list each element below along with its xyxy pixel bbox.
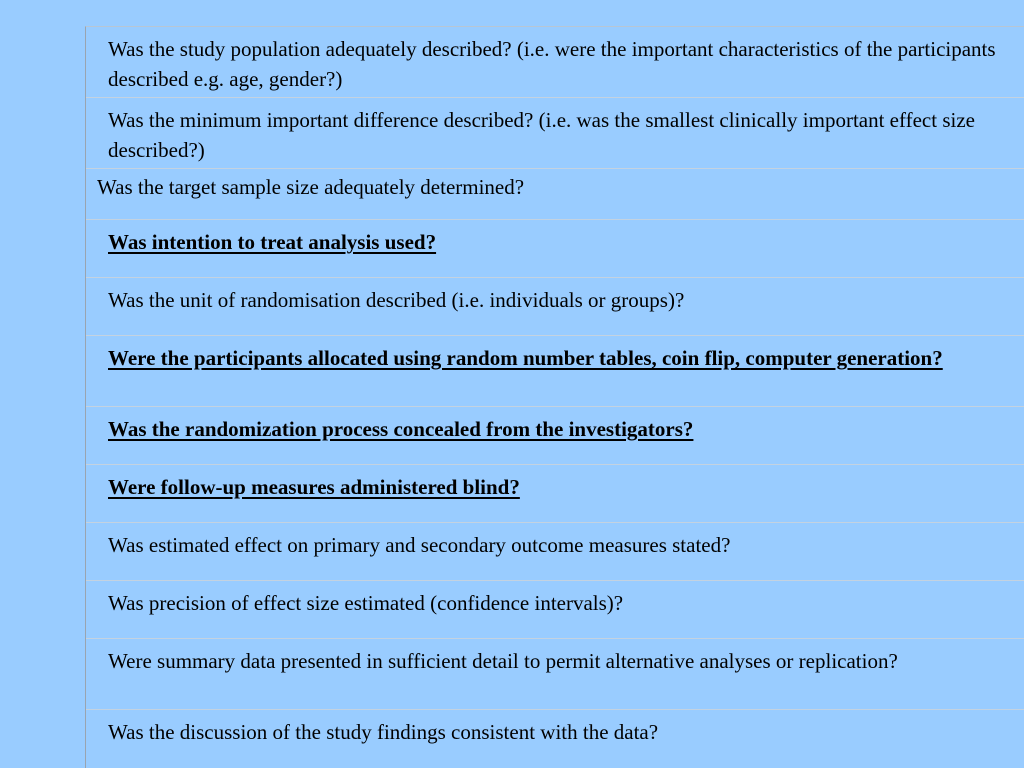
question-text: Were summary data presented in sufficient detail to permit alternative analyses or replication? xyxy=(108,649,898,673)
question-text-emphasized: Was intention to treat analysis used? xyxy=(108,230,437,254)
question-text: Was the study population adequately described? (i.e. were the important characteristics of the participants described e.g. age, gender?) xyxy=(108,37,996,91)
question-text: Was the discussion of the study findings consistent with the data? xyxy=(108,720,659,744)
table-row xyxy=(86,27,1024,98)
table-row xyxy=(86,407,1024,465)
table-row xyxy=(86,523,1024,581)
question-text: Was estimated effect on primary and secondary outcome measures stated? xyxy=(108,533,731,557)
question-text-emphasized: Were the participants allocated using random number tables, coin flip, computer generation? xyxy=(108,346,943,370)
table-row xyxy=(86,465,1024,523)
table-row xyxy=(86,98,1024,169)
question-text-emphasized: Were follow-up measures administered blind? xyxy=(108,475,520,499)
question-text: Was the target sample size adequately determined? xyxy=(97,175,525,199)
question-text: Was the unit of randomisation described (i.e. individuals or groups)? xyxy=(108,288,685,312)
question-text-emphasized: Was the randomization process concealed from the investigators? xyxy=(108,417,694,441)
question-text: Was precision of effect size estimated (confidence intervals)? xyxy=(108,591,624,615)
table-row xyxy=(86,278,1024,336)
table-row xyxy=(86,169,1024,220)
table-row xyxy=(86,639,1024,710)
appraisal-checklist-table xyxy=(85,26,1024,768)
table-row xyxy=(86,336,1024,407)
table-row xyxy=(86,220,1024,278)
table-row xyxy=(86,710,1024,768)
table-row xyxy=(86,581,1024,639)
question-text: Was the minimum important difference described? (i.e. was the smallest clinically important effect size described?) xyxy=(108,108,975,162)
